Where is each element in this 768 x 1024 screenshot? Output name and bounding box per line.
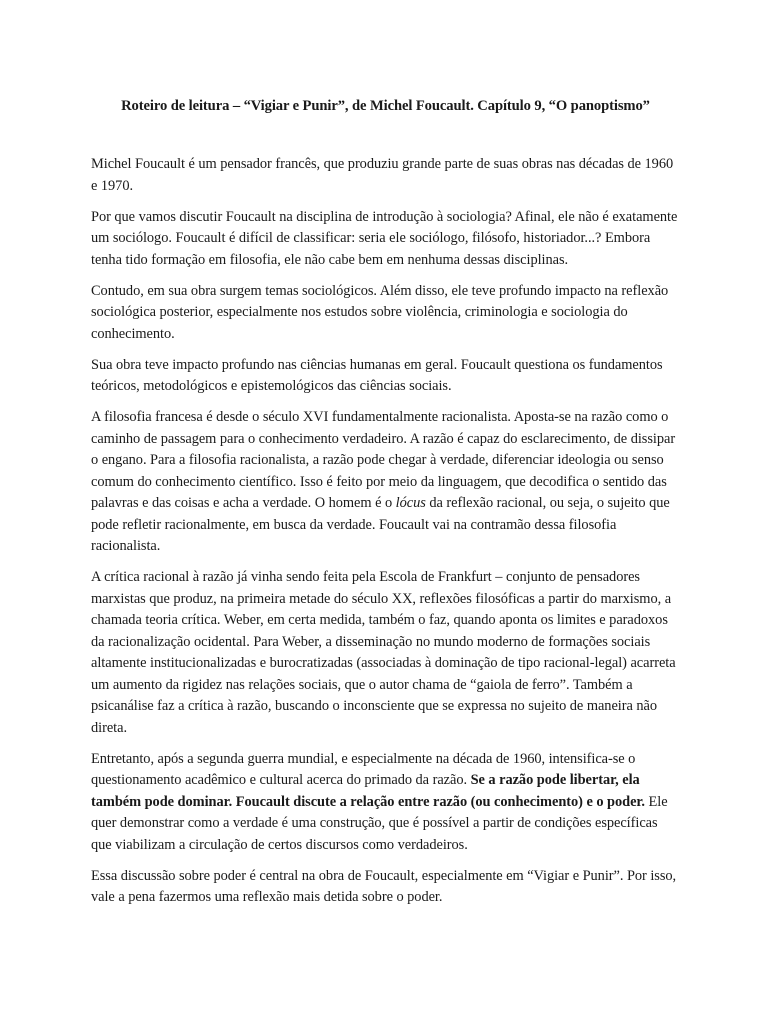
paragraph-impact: Sua obra teve impacto profundo nas ciências humanas em geral. Foucault questiona os fundamentos teóricos, metodológicos e epistemológicos das ciências sociais.	[91, 356, 663, 394]
rationalism-text-before: A filosofia francesa é desde o século XVI fundamentalmente racionalista. Aposta-se na razão como o caminho de passagem para o conhecimento verdadeiro. A razão é capaz do esclarecimento, de dissipar o engano. Para a filosofia racionalista, a razão pode chegar à verdade, diferenciar ideologia ou senso comum do conhecimento científico. Isso é feito por meio da linguagem, que decodifica o sentido das palavras e das coisas e acha a verdade. O homem é o	[91, 409, 676, 511]
paragraph-sociological-themes: Contudo, em sua obra surgem temas sociológicos. Além disso, ele teve profundo impacto na reflexão sociológica posterior, especialmente nos estudos sobre violência, criminologia e sociologia do conhecimento.	[91, 282, 669, 342]
paragraph-reason-and-power	[91, 749, 680, 857]
paragraph-rationalism	[91, 407, 680, 558]
reason-power-bold-statement: Se a razão pode libertar, ela também pode dominar. Foucault discute a relação entre razão (ou conhecimento) e o poder.	[91, 772, 645, 810]
rationalism-text-after: da reflexão racional, ou seja, o sujeito que pode refletir racionalmente, em busca da verdade. Foucault vai na contramão dessa filosofia racionalista.	[91, 495, 670, 554]
document-title: Roteiro de leitura – “Vigiar e Punir”, de Michel Foucault. Capítulo 9, “O panoptismo”	[121, 98, 650, 114]
paragraph-power-central: Essa discussão sobre poder é central na obra de Foucault, especialmente em “Vigiar e Punir”. Por isso, vale a pena fazermos uma reflexão mais detida sobre o poder.	[91, 867, 677, 905]
reason-power-text-before: Entretanto, após a segunda guerra mundial, e especialmente na década de 1960, intensifica-se o questionamento acadêmico e cultural acerca do primado da razão.	[91, 750, 636, 788]
reason-power-text-after: Ele quer demonstrar como a verdade é uma construção, que é possível a partir de condições específicas que viabilizam a circulação de certos discursos como verdadeiros.	[91, 793, 668, 853]
locus-italic-term: lócus	[395, 495, 426, 511]
paragraph-critique-of-reason: A crítica racional à razão já vinha sendo feita pela Escola de Frankfurt – conjunto de pensadores marxistas que produz, na primeira metade do século XX, reflexões filosóficas a partir do marxismo, a chamada teoria crítica. Weber, em certa medida, também o faz, quando aponta os limites e paradoxos da racionalização ocidental. Para Weber, a disseminação no mundo moderno de formações sociais altamente institucionalizadas e burocratizadas (associadas à dominação de tipo racional-legal) acarreta um aumento da rigidez nas relações sociais, que o autor chama de “gaiola de ferro”. Também a psicanálise faz a crítica à razão, buscando o inconsciente que se expressa no sujeito de maneira não direta.	[91, 569, 676, 736]
paragraph-intro: Michel Foucault é um pensador francês, que produziu grande parte de suas obras nas décadas de 1960 e 1970.	[91, 156, 674, 194]
paragraph-why-foucault: Por que vamos discutir Foucault na disciplina de introdução à sociologia? Afinal, ele não é exatamente um sociólogo. Foucault é difícil de classificar: seria ele sociólogo, filósofo, historiador...? Embora tenha tido formação em filosofia, ele não cabe bem em nenhuma dessas disciplinas.	[91, 208, 678, 268]
